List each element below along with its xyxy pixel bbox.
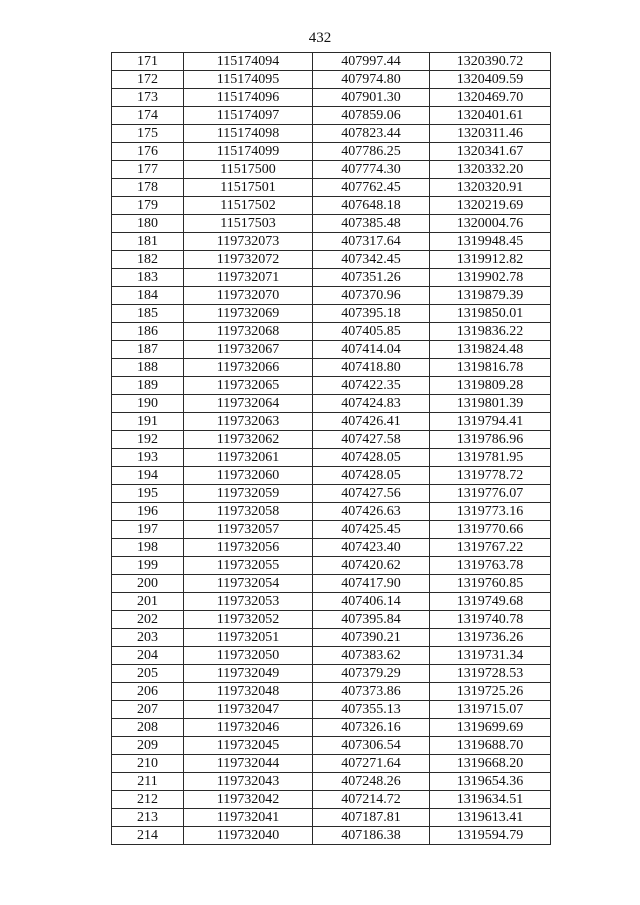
table-row <box>112 233 551 251</box>
y-coordinate-cell: 1320390.72 <box>430 53 551 71</box>
coordinates-table <box>111 52 551 845</box>
row-index-cell: 192 <box>112 431 184 449</box>
point-id-cell: 115174096 <box>184 89 313 107</box>
x-coordinate-cell: 407214.72 <box>313 791 430 809</box>
y-coordinate-cell: 1319749.68 <box>430 593 551 611</box>
x-coordinate-cell: 407427.58 <box>313 431 430 449</box>
point-id-cell: 119732060 <box>184 467 313 485</box>
table-row <box>112 701 551 719</box>
point-id-cell: 119732050 <box>184 647 313 665</box>
point-id-cell: 115174098 <box>184 125 313 143</box>
point-id-cell: 119732059 <box>184 485 313 503</box>
x-coordinate-cell: 407248.26 <box>313 773 430 791</box>
table-row <box>112 179 551 197</box>
point-id-cell: 119732065 <box>184 377 313 395</box>
row-index-cell: 177 <box>112 161 184 179</box>
table-row <box>112 809 551 827</box>
point-id-cell: 119732048 <box>184 683 313 701</box>
x-coordinate-cell: 407395.84 <box>313 611 430 629</box>
row-index-cell: 174 <box>112 107 184 125</box>
point-id-cell: 11517503 <box>184 215 313 233</box>
x-coordinate-cell: 407186.38 <box>313 827 430 845</box>
y-coordinate-cell: 1319836.22 <box>430 323 551 341</box>
point-id-cell: 11517500 <box>184 161 313 179</box>
point-id-cell: 119732069 <box>184 305 313 323</box>
x-coordinate-cell: 407395.18 <box>313 305 430 323</box>
y-coordinate-cell: 1320311.46 <box>430 125 551 143</box>
x-coordinate-cell: 407423.40 <box>313 539 430 557</box>
table-row <box>112 485 551 503</box>
y-coordinate-cell: 1319948.45 <box>430 233 551 251</box>
y-coordinate-cell: 1319773.16 <box>430 503 551 521</box>
y-coordinate-cell: 1319770.66 <box>430 521 551 539</box>
x-coordinate-cell: 407187.81 <box>313 809 430 827</box>
point-id-cell: 119732067 <box>184 341 313 359</box>
point-id-cell: 119732068 <box>184 323 313 341</box>
y-coordinate-cell: 1319699.69 <box>430 719 551 737</box>
y-coordinate-cell: 1320409.59 <box>430 71 551 89</box>
x-coordinate-cell: 407426.41 <box>313 413 430 431</box>
y-coordinate-cell: 1319740.78 <box>430 611 551 629</box>
point-id-cell: 119732040 <box>184 827 313 845</box>
point-id-cell: 119732052 <box>184 611 313 629</box>
table-row <box>112 719 551 737</box>
y-coordinate-cell: 1319816.78 <box>430 359 551 377</box>
x-coordinate-cell: 407385.48 <box>313 215 430 233</box>
x-coordinate-cell: 407417.90 <box>313 575 430 593</box>
x-coordinate-cell: 407823.44 <box>313 125 430 143</box>
y-coordinate-cell: 1319760.85 <box>430 575 551 593</box>
table-row <box>112 413 551 431</box>
x-coordinate-cell: 407786.25 <box>313 143 430 161</box>
table-row <box>112 665 551 683</box>
row-index-cell: 178 <box>112 179 184 197</box>
y-coordinate-cell: 1320401.61 <box>430 107 551 125</box>
row-index-cell: 186 <box>112 323 184 341</box>
y-coordinate-cell: 1319767.22 <box>430 539 551 557</box>
point-id-cell: 11517502 <box>184 197 313 215</box>
table-row <box>112 755 551 773</box>
table-row <box>112 593 551 611</box>
point-id-cell: 115174094 <box>184 53 313 71</box>
table-row <box>112 71 551 89</box>
table-row <box>112 503 551 521</box>
row-index-cell: 176 <box>112 143 184 161</box>
x-coordinate-cell: 407383.62 <box>313 647 430 665</box>
row-index-cell: 213 <box>112 809 184 827</box>
x-coordinate-cell: 407355.13 <box>313 701 430 719</box>
row-index-cell: 188 <box>112 359 184 377</box>
y-coordinate-cell: 1319902.78 <box>430 269 551 287</box>
x-coordinate-cell: 407379.29 <box>313 665 430 683</box>
point-id-cell: 11517501 <box>184 179 313 197</box>
table-row <box>112 107 551 125</box>
y-coordinate-cell: 1320320.91 <box>430 179 551 197</box>
row-index-cell: 206 <box>112 683 184 701</box>
table-row <box>112 791 551 809</box>
y-coordinate-cell: 1319824.48 <box>430 341 551 359</box>
y-coordinate-cell: 1319776.07 <box>430 485 551 503</box>
row-index-cell: 173 <box>112 89 184 107</box>
point-id-cell: 119732066 <box>184 359 313 377</box>
row-index-cell: 187 <box>112 341 184 359</box>
x-coordinate-cell: 407422.35 <box>313 377 430 395</box>
point-id-cell: 119732045 <box>184 737 313 755</box>
x-coordinate-cell: 407373.86 <box>313 683 430 701</box>
x-coordinate-cell: 407762.45 <box>313 179 430 197</box>
row-index-cell: 203 <box>112 629 184 647</box>
x-coordinate-cell: 407370.96 <box>313 287 430 305</box>
table-row <box>112 215 551 233</box>
x-coordinate-cell: 407425.45 <box>313 521 430 539</box>
coordinates-table-body <box>112 53 551 845</box>
x-coordinate-cell: 407390.21 <box>313 629 430 647</box>
row-index-cell: 210 <box>112 755 184 773</box>
y-coordinate-cell: 1319879.39 <box>430 287 551 305</box>
point-id-cell: 119732051 <box>184 629 313 647</box>
table-row <box>112 629 551 647</box>
table-row <box>112 305 551 323</box>
point-id-cell: 119732073 <box>184 233 313 251</box>
y-coordinate-cell: 1319634.51 <box>430 791 551 809</box>
y-coordinate-cell: 1319850.01 <box>430 305 551 323</box>
row-index-cell: 194 <box>112 467 184 485</box>
row-index-cell: 196 <box>112 503 184 521</box>
x-coordinate-cell: 407997.44 <box>313 53 430 71</box>
x-coordinate-cell: 407342.45 <box>313 251 430 269</box>
point-id-cell: 119732044 <box>184 755 313 773</box>
page-number: 432 <box>308 30 332 46</box>
y-coordinate-cell: 1319794.41 <box>430 413 551 431</box>
table-row <box>112 773 551 791</box>
table-row <box>112 557 551 575</box>
x-coordinate-cell: 407414.04 <box>313 341 430 359</box>
y-coordinate-cell: 1319715.07 <box>430 701 551 719</box>
row-index-cell: 198 <box>112 539 184 557</box>
y-coordinate-cell: 1320341.67 <box>430 143 551 161</box>
x-coordinate-cell: 407428.05 <box>313 467 430 485</box>
y-coordinate-cell: 1319786.96 <box>430 431 551 449</box>
row-index-cell: 171 <box>112 53 184 71</box>
y-coordinate-cell: 1319809.28 <box>430 377 551 395</box>
table-row <box>112 575 551 593</box>
y-coordinate-cell: 1319688.70 <box>430 737 551 755</box>
table-row <box>112 161 551 179</box>
row-index-cell: 214 <box>112 827 184 845</box>
x-coordinate-cell: 407424.83 <box>313 395 430 413</box>
row-index-cell: 185 <box>112 305 184 323</box>
row-index-cell: 182 <box>112 251 184 269</box>
table-row <box>112 359 551 377</box>
row-index-cell: 205 <box>112 665 184 683</box>
row-index-cell: 202 <box>112 611 184 629</box>
x-coordinate-cell: 407418.80 <box>313 359 430 377</box>
x-coordinate-cell: 407405.85 <box>313 323 430 341</box>
x-coordinate-cell: 407974.80 <box>313 71 430 89</box>
row-index-cell: 180 <box>112 215 184 233</box>
point-id-cell: 119732049 <box>184 665 313 683</box>
table-row <box>112 539 551 557</box>
y-coordinate-cell: 1319801.39 <box>430 395 551 413</box>
table-row <box>112 143 551 161</box>
table-row <box>112 377 551 395</box>
row-index-cell: 193 <box>112 449 184 467</box>
row-index-cell: 189 <box>112 377 184 395</box>
y-coordinate-cell: 1320219.69 <box>430 197 551 215</box>
point-id-cell: 115174099 <box>184 143 313 161</box>
table-row <box>112 89 551 107</box>
row-index-cell: 200 <box>112 575 184 593</box>
row-index-cell: 191 <box>112 413 184 431</box>
x-coordinate-cell: 407427.56 <box>313 485 430 503</box>
point-id-cell: 119732062 <box>184 431 313 449</box>
point-id-cell: 119732055 <box>184 557 313 575</box>
y-coordinate-cell: 1319613.41 <box>430 809 551 827</box>
point-id-cell: 119732061 <box>184 449 313 467</box>
y-coordinate-cell: 1319736.26 <box>430 629 551 647</box>
x-coordinate-cell: 407774.30 <box>313 161 430 179</box>
row-index-cell: 179 <box>112 197 184 215</box>
point-id-cell: 119732063 <box>184 413 313 431</box>
table-row <box>112 341 551 359</box>
point-id-cell: 119732043 <box>184 773 313 791</box>
table-row <box>112 125 551 143</box>
row-index-cell: 190 <box>112 395 184 413</box>
table-row <box>112 611 551 629</box>
point-id-cell: 119732058 <box>184 503 313 521</box>
row-index-cell: 201 <box>112 593 184 611</box>
y-coordinate-cell: 1319728.53 <box>430 665 551 683</box>
point-id-cell: 119732064 <box>184 395 313 413</box>
point-id-cell: 119732070 <box>184 287 313 305</box>
y-coordinate-cell: 1320332.20 <box>430 161 551 179</box>
table-row <box>112 53 551 71</box>
x-coordinate-cell: 407326.16 <box>313 719 430 737</box>
row-index-cell: 204 <box>112 647 184 665</box>
point-id-cell: 119732053 <box>184 593 313 611</box>
row-index-cell: 211 <box>112 773 184 791</box>
table-row <box>112 827 551 845</box>
x-coordinate-cell: 407420.62 <box>313 557 430 575</box>
x-coordinate-cell: 407317.64 <box>313 233 430 251</box>
table-row <box>112 197 551 215</box>
point-id-cell: 115174095 <box>184 71 313 89</box>
x-coordinate-cell: 407859.06 <box>313 107 430 125</box>
row-index-cell: 181 <box>112 233 184 251</box>
y-coordinate-cell: 1320004.76 <box>430 215 551 233</box>
x-coordinate-cell: 407426.63 <box>313 503 430 521</box>
table-row <box>112 431 551 449</box>
point-id-cell: 119732041 <box>184 809 313 827</box>
table-row <box>112 269 551 287</box>
y-coordinate-cell: 1319725.26 <box>430 683 551 701</box>
point-id-cell: 119732071 <box>184 269 313 287</box>
y-coordinate-cell: 1319594.79 <box>430 827 551 845</box>
point-id-cell: 115174097 <box>184 107 313 125</box>
y-coordinate-cell: 1319763.78 <box>430 557 551 575</box>
table-row <box>112 647 551 665</box>
row-index-cell: 172 <box>112 71 184 89</box>
row-index-cell: 183 <box>112 269 184 287</box>
row-index-cell: 184 <box>112 287 184 305</box>
y-coordinate-cell: 1319668.20 <box>430 755 551 773</box>
x-coordinate-cell: 407306.54 <box>313 737 430 755</box>
x-coordinate-cell: 407406.14 <box>313 593 430 611</box>
point-id-cell: 119732047 <box>184 701 313 719</box>
point-id-cell: 119732072 <box>184 251 313 269</box>
point-id-cell: 119732056 <box>184 539 313 557</box>
x-coordinate-cell: 407351.26 <box>313 269 430 287</box>
table-row <box>112 467 551 485</box>
row-index-cell: 197 <box>112 521 184 539</box>
table-row <box>112 287 551 305</box>
y-coordinate-cell: 1319778.72 <box>430 467 551 485</box>
y-coordinate-cell: 1319912.82 <box>430 251 551 269</box>
x-coordinate-cell: 407901.30 <box>313 89 430 107</box>
x-coordinate-cell: 407271.64 <box>313 755 430 773</box>
point-id-cell: 119732042 <box>184 791 313 809</box>
row-index-cell: 199 <box>112 557 184 575</box>
point-id-cell: 119732054 <box>184 575 313 593</box>
row-index-cell: 207 <box>112 701 184 719</box>
table-row <box>112 521 551 539</box>
table-row <box>112 683 551 701</box>
x-coordinate-cell: 407648.18 <box>313 197 430 215</box>
y-coordinate-cell: 1320469.70 <box>430 89 551 107</box>
y-coordinate-cell: 1319731.34 <box>430 647 551 665</box>
y-coordinate-cell: 1319781.95 <box>430 449 551 467</box>
table-row <box>112 251 551 269</box>
row-index-cell: 208 <box>112 719 184 737</box>
row-index-cell: 212 <box>112 791 184 809</box>
table-row <box>112 737 551 755</box>
table-row <box>112 323 551 341</box>
point-id-cell: 119732046 <box>184 719 313 737</box>
y-coordinate-cell: 1319654.36 <box>430 773 551 791</box>
point-id-cell: 119732057 <box>184 521 313 539</box>
row-index-cell: 209 <box>112 737 184 755</box>
table-row <box>112 449 551 467</box>
row-index-cell: 175 <box>112 125 184 143</box>
x-coordinate-cell: 407428.05 <box>313 449 430 467</box>
table-row <box>112 395 551 413</box>
row-index-cell: 195 <box>112 485 184 503</box>
